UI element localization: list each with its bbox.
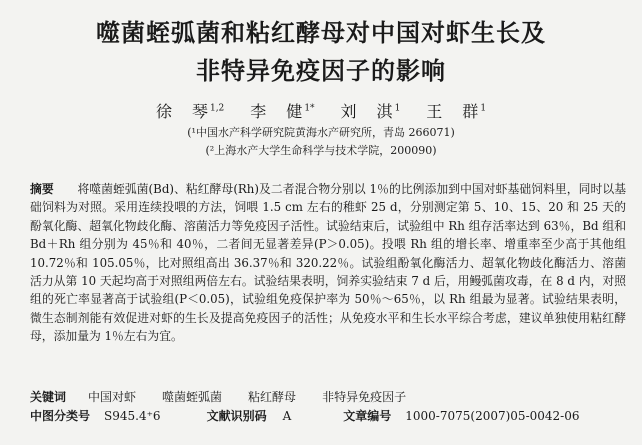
affiliation-1: (¹中国水产科学研究院黄海水产研究所，青岛 266071) [187, 126, 455, 139]
clc-label: 中图分类号 [30, 409, 91, 423]
keywords [30, 388, 626, 406]
author-affiliation-mark: 1 [480, 104, 487, 114]
author-name: 李 健 [250, 102, 305, 122]
author-name: 刘 淇 [340, 102, 395, 122]
title-line-2: 非特异免疫因子的影响 [196, 57, 446, 85]
classification-line [30, 407, 626, 425]
author-affiliation-mark: 1* [304, 104, 315, 114]
article-number-label: 文章编号 [343, 409, 392, 423]
abstract-label: 摘要 [30, 182, 54, 196]
author [426, 102, 486, 121]
author-list [0, 98, 642, 123]
abstract-text: 将噬菌蛭弧菌(Bd)、粘红酵母(Rh)及二者混合物分别以 1％的比例添加到中国对虾基础饲料里，同时以基础饲料为对照。采用连续投喂的方法，饲喂 1.5 cm 左右的稚虾 25 d，分别测定第 5、10、15、20 和 25 天的酚氧化酶、超氧化物歧化酶、溶菌活力等免疫因子活性。试验结束后，试验组中 Rh 组存活率达到 63％，Bd 组和 Bd＋Rh 组分别为 45％和 40％，二者间无显著差异(P＞0.05)。投喂 Rh 组的增长率、增重率至少高于其他组 10.72％和 105.05％，比对照组高出 36.37％和 320.22％。试验组酚氧化酶活力、超氧化物歧化酶活力、溶菌活力从第 10 天起均高于对照组两倍左右。试验结果表明，饲养实验结束 7 d 后，用鳗弧菌攻毒，在 8 d 内，对照组的死亡率显著高于试验组(P＜0.05)，试验组免疫保护率为 50％～65％，以 Rh 组最为显著。试验结果表明，微生态制剂能有效促进对虾的生长及提高免疫因子的活性；从免疫水平和生长水平综合考虑，建议单独使用粘红酵母，添加量为 1％左右为宜。 [30, 182, 626, 344]
keyword: 噬菌蛭弧菌 [162, 390, 223, 404]
author-name: 王 群 [426, 102, 481, 122]
doc-code-value: A [282, 409, 292, 423]
author [250, 102, 314, 121]
keyword: 中国对虾 [88, 390, 137, 404]
author [341, 102, 401, 121]
doc-code-label: 文献识别码 [206, 409, 267, 423]
author-affiliation-mark: 1 [394, 104, 401, 114]
clc-value: S945.4⁺6 [104, 409, 161, 423]
author [156, 102, 224, 121]
title-line-1: 噬菌蛭弧菌和粘红酵母对中国对虾生长及 [96, 19, 546, 47]
author-name: 徐 琴 [155, 102, 210, 122]
keywords-label: 关键词 [30, 390, 67, 404]
keyword: 粘红酵母 [248, 390, 297, 404]
author-affiliation-mark: 1,2 [209, 104, 225, 114]
keyword: 非特异免疫因子 [322, 390, 407, 404]
affiliation-2: (²上海水产大学生命科学与技术学院，200090) [205, 144, 437, 157]
abstract [30, 180, 626, 346]
article-number-value: 1000-7075(2007)05-0042-06 [405, 409, 580, 423]
